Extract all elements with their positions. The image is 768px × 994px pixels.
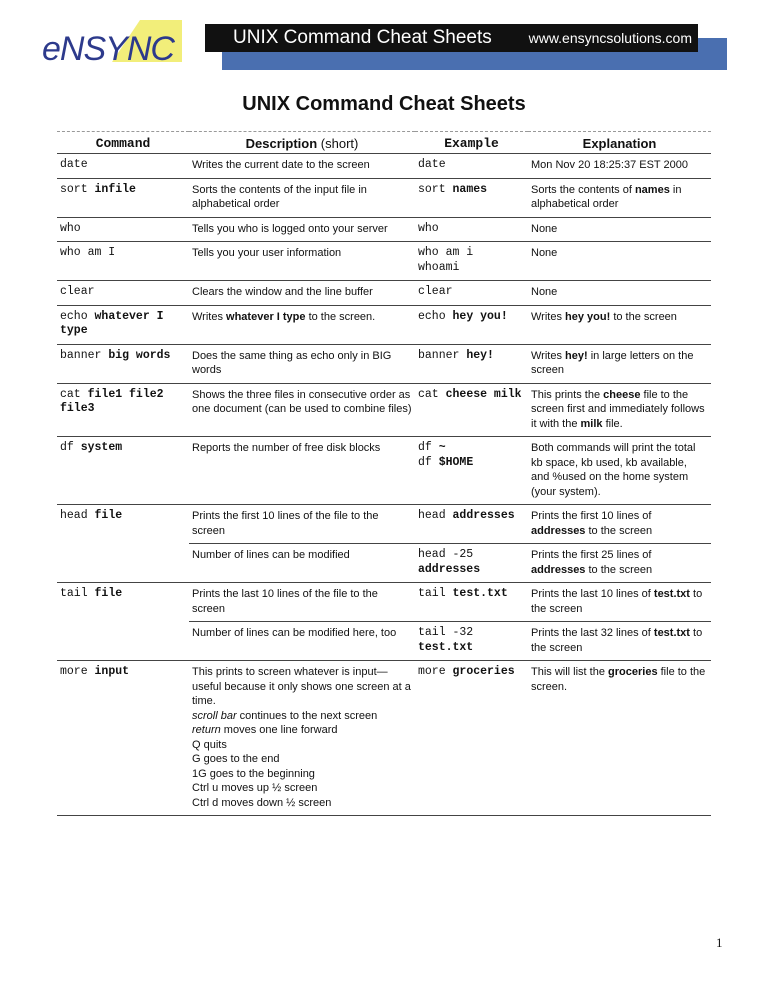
cell-description: Prints the first 10 lines of the file to the screen: [189, 505, 415, 544]
cell-explanation: Writes hey you! to the screen: [528, 305, 711, 344]
banner-title: UNIX Command Cheat Sheets: [233, 27, 492, 48]
cell-description: This prints to screen whatever is input—useful because it only shows one screen at a time. scroll bar continues to the next screen return moves one line forward Q quits G goes to the end 1G goes to the beginning Ctrl u moves up ½ screen Ctrl d moves down ½ screen: [189, 661, 415, 816]
cell-command: who: [57, 217, 189, 242]
page-title: UNIX Command Cheat Sheets: [242, 93, 526, 115]
col-example: Example: [415, 132, 528, 154]
col-command: Command: [57, 132, 189, 154]
ensync-logo: [42, 20, 192, 70]
cell-command: head file: [57, 505, 189, 583]
cell-example: tail test.txt: [415, 583, 528, 622]
cell-command: who am I: [57, 242, 189, 281]
cell-description: Writes the current date to the screen: [192, 159, 370, 171]
cell-description: Writes whatever I type to the screen.: [189, 305, 415, 344]
cell-explanation: Prints the last 10 lines of test.txt to the screen: [528, 583, 711, 622]
cell-command: tail file: [57, 583, 189, 661]
header-banner: [205, 24, 698, 52]
cell-explanation: Sorts the contents of names in alphabetical order: [528, 178, 711, 217]
cell-command: df system: [57, 437, 189, 505]
cell-command: date: [60, 158, 88, 171]
cell-command: more input: [57, 661, 189, 816]
cell-example: who: [415, 217, 528, 242]
cell-explanation: Prints the first 10 lines of addresses to the screen: [528, 505, 711, 544]
table-row: [57, 281, 711, 306]
cell-description: Number of lines can be modified: [189, 544, 415, 583]
cell-example: more groceries: [415, 661, 528, 816]
col-description: [189, 132, 415, 154]
cell-example: clear: [415, 281, 528, 306]
table-row: [57, 383, 711, 437]
table-row: [57, 344, 711, 383]
cell-example: head -25 addresses: [415, 544, 528, 583]
cell-description: Does the same thing as echo only in BIG words: [189, 344, 415, 383]
table-row: [57, 178, 711, 217]
table-row: [57, 217, 711, 242]
cell-example: sort names: [415, 178, 528, 217]
cell-example: df ~ df $HOME: [415, 437, 528, 505]
cell-explanation: Prints the last 32 lines of test.txt to the screen: [528, 622, 711, 661]
cell-command: clear: [57, 281, 189, 306]
cell-description: Tells you your user information: [189, 242, 415, 281]
cell-command: echo whatever I type: [57, 305, 189, 344]
cell-command: banner big words: [57, 344, 189, 383]
table-row: [57, 305, 711, 344]
cell-command: sort infile: [57, 178, 189, 217]
cell-description: Reports the number of free disk blocks: [189, 437, 415, 505]
page-number: 1: [716, 935, 723, 950]
cell-description: Shows the three files in consecutive order as one document (can be used to combine files): [189, 383, 415, 437]
cell-example: cat cheese milk: [415, 383, 528, 437]
cell-description: Tells you who is logged onto your server: [189, 217, 415, 242]
cell-explanation: None: [528, 281, 711, 306]
cell-explanation: Mon Nov 20 18:25:37 EST 2000: [531, 159, 688, 171]
cell-example: date: [418, 158, 446, 171]
cell-command: cat file1 file2 file3: [57, 383, 189, 437]
table-row: [57, 154, 711, 179]
cell-explanation: Both commands will print the total kb space, kb used, kb available, and %used on the home system (your system).: [528, 437, 711, 505]
banner-url: www.ensyncsolutions.com: [528, 30, 692, 46]
table-row: [57, 242, 711, 281]
table-row: [57, 661, 711, 816]
table-row: [57, 437, 711, 505]
cell-explanation: This will list the groceries file to the screen.: [528, 661, 711, 816]
col-description-main: Description: [245, 136, 318, 151]
cell-explanation: Prints the first 25 lines of addresses to the screen: [528, 544, 711, 583]
col-description-sub: (short): [320, 136, 359, 151]
cell-description: Prints the last 10 lines of the file to the screen: [189, 583, 415, 622]
table-row: [57, 583, 711, 622]
cell-explanation: This prints the cheese file to the screen first and immediately follows it with the milk file.: [528, 383, 711, 437]
cell-description: Number of lines can be modified here, too: [189, 622, 415, 661]
cell-explanation: None: [528, 242, 711, 281]
table-row: [57, 505, 711, 544]
col-explanation: Explanation: [528, 132, 711, 154]
command-table: [57, 131, 711, 816]
cell-example: echo hey you!: [415, 305, 528, 344]
cell-example: who am i whoami: [415, 242, 528, 281]
cell-description: Clears the window and the line buffer: [189, 281, 415, 306]
logo-text: eNSYNC: [42, 30, 174, 68]
cell-explanation: Writes hey! in large letters on the screen: [528, 344, 711, 383]
cell-example: head addresses: [415, 505, 528, 544]
table-header: [57, 132, 711, 154]
cell-example: banner hey!: [415, 344, 528, 383]
cell-explanation: None: [528, 217, 711, 242]
cell-description: Sorts the contents of the input file in alphabetical order: [189, 178, 415, 217]
cell-example: tail -32 test.txt: [415, 622, 528, 661]
